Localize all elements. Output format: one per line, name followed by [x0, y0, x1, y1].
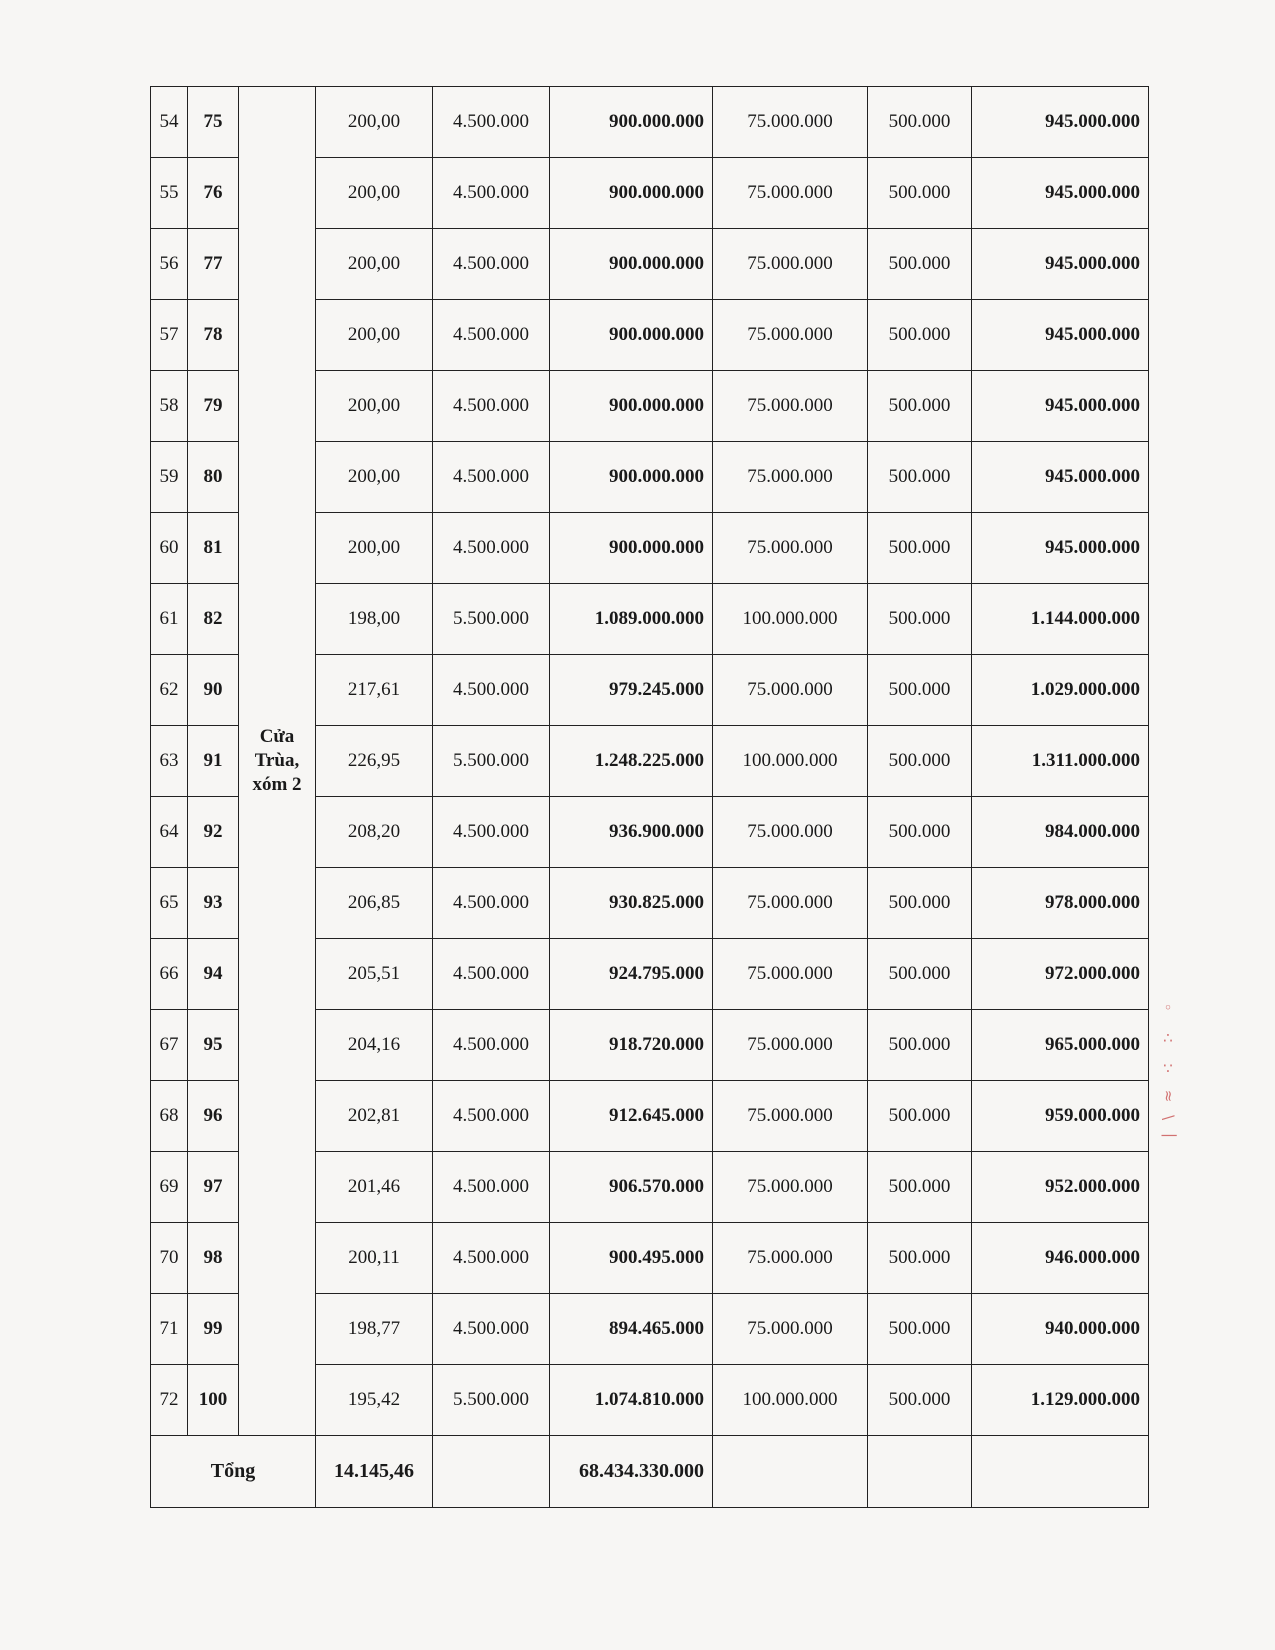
table-row: [151, 87, 1149, 158]
row-stt: 62: [151, 655, 188, 726]
total-amount: 1.029.000.000: [972, 655, 1149, 726]
lot-number: 92: [188, 797, 239, 868]
deposit-amount: 75.000.000: [713, 513, 868, 584]
unit-price: 4.500.000: [433, 1152, 550, 1223]
land-area: 205,51: [316, 939, 433, 1010]
dossier-fee: 500.000: [868, 939, 972, 1010]
land-amount: 900.495.000: [550, 1223, 713, 1294]
unit-price: 4.500.000: [433, 939, 550, 1010]
lot-number: 76: [188, 158, 239, 229]
total-amount: 945.000.000: [972, 229, 1149, 300]
total-amount: 965.000.000: [972, 1010, 1149, 1081]
land-area: 200,00: [316, 229, 433, 300]
summary-empty-deposit: [713, 1436, 868, 1508]
row-stt: 61: [151, 584, 188, 655]
unit-price: 5.500.000: [433, 584, 550, 655]
total-amount: 1.311.000.000: [972, 726, 1149, 797]
location-line: xóm 2: [252, 774, 302, 795]
deposit-amount: 75.000.000: [713, 300, 868, 371]
total-amount: 940.000.000: [972, 1294, 1149, 1365]
land-area: 208,20: [316, 797, 433, 868]
land-amount: 900.000.000: [550, 442, 713, 513]
land-area: 206,85: [316, 868, 433, 939]
unit-price: 4.500.000: [433, 87, 550, 158]
land-amount: 918.720.000: [550, 1010, 713, 1081]
land-area: 217,61: [316, 655, 433, 726]
lot-number: 95: [188, 1010, 239, 1081]
unit-price: 4.500.000: [433, 1081, 550, 1152]
lot-number: 79: [188, 371, 239, 442]
land-area: 204,16: [316, 1010, 433, 1081]
dossier-fee: 500.000: [868, 300, 972, 371]
row-stt: 55: [151, 158, 188, 229]
land-area: 198,00: [316, 584, 433, 655]
land-area: 200,00: [316, 371, 433, 442]
row-stt: 69: [151, 1152, 188, 1223]
location-cell: [239, 87, 316, 1436]
land-amount: 1.074.810.000: [550, 1365, 713, 1436]
total-amount: 952.000.000: [972, 1152, 1149, 1223]
deposit-amount: 75.000.000: [713, 1010, 868, 1081]
unit-price: 4.500.000: [433, 1010, 550, 1081]
unit-price: 4.500.000: [433, 868, 550, 939]
dossier-fee: 500.000: [868, 1152, 972, 1223]
total-amount: 959.000.000: [972, 1081, 1149, 1152]
lot-number: 94: [188, 939, 239, 1010]
land-amount: 930.825.000: [550, 868, 713, 939]
deposit-amount: 100.000.000: [713, 726, 868, 797]
row-stt: 67: [151, 1010, 188, 1081]
land-amount: 900.000.000: [550, 158, 713, 229]
location-line: Trùa,: [254, 750, 300, 771]
land-amount: 979.245.000: [550, 655, 713, 726]
row-stt: 54: [151, 87, 188, 158]
unit-price: 4.500.000: [433, 1294, 550, 1365]
total-amount: 972.000.000: [972, 939, 1149, 1010]
lot-number: 75: [188, 87, 239, 158]
total-amount: 945.000.000: [972, 300, 1149, 371]
land-amount: 900.000.000: [550, 229, 713, 300]
unit-price: 4.500.000: [433, 158, 550, 229]
dossier-fee: 500.000: [868, 1365, 972, 1436]
land-amount: 936.900.000: [550, 797, 713, 868]
row-stt: 60: [151, 513, 188, 584]
lot-number: 99: [188, 1294, 239, 1365]
total-amount: 984.000.000: [972, 797, 1149, 868]
unit-price: 4.500.000: [433, 371, 550, 442]
land-amount: 900.000.000: [550, 300, 713, 371]
dossier-fee: 500.000: [868, 797, 972, 868]
land-amount: 924.795.000: [550, 939, 713, 1010]
land-amount: 900.000.000: [550, 371, 713, 442]
land-area: 200,00: [316, 513, 433, 584]
summary-empty-total: [972, 1436, 1149, 1508]
deposit-amount: 75.000.000: [713, 1152, 868, 1223]
deposit-amount: 100.000.000: [713, 1365, 868, 1436]
deposit-amount: 75.000.000: [713, 158, 868, 229]
lot-number: 91: [188, 726, 239, 797]
row-stt: 58: [151, 371, 188, 442]
land-area: 195,42: [316, 1365, 433, 1436]
dossier-fee: 500.000: [868, 1081, 972, 1152]
land-area: 200,00: [316, 300, 433, 371]
dossier-fee: 500.000: [868, 1223, 972, 1294]
land-amount: 900.000.000: [550, 87, 713, 158]
table-body: [151, 87, 1149, 1436]
total-amount: 1.129.000.000: [972, 1365, 1149, 1436]
unit-price: 4.500.000: [433, 442, 550, 513]
total-amount: 945.000.000: [972, 87, 1149, 158]
unit-price: 5.500.000: [433, 726, 550, 797]
row-stt: 66: [151, 939, 188, 1010]
dossier-fee: 500.000: [868, 1010, 972, 1081]
deposit-amount: 100.000.000: [713, 584, 868, 655]
summary-label: Tổng: [151, 1436, 316, 1508]
lot-number: 78: [188, 300, 239, 371]
deposit-amount: 75.000.000: [713, 229, 868, 300]
land-area: 202,81: [316, 1081, 433, 1152]
dossier-fee: 500.000: [868, 442, 972, 513]
dossier-fee: 500.000: [868, 87, 972, 158]
lot-number: 77: [188, 229, 239, 300]
lot-number: 96: [188, 1081, 239, 1152]
lot-number: 90: [188, 655, 239, 726]
deposit-amount: 75.000.000: [713, 868, 868, 939]
land-area: 200,00: [316, 442, 433, 513]
dossier-fee: 500.000: [868, 726, 972, 797]
row-stt: 71: [151, 1294, 188, 1365]
land-amount: 1.089.000.000: [550, 584, 713, 655]
row-stt: 68: [151, 1081, 188, 1152]
deposit-amount: 75.000.000: [713, 797, 868, 868]
total-amount: 978.000.000: [972, 868, 1149, 939]
unit-price: 4.500.000: [433, 655, 550, 726]
total-amount: 945.000.000: [972, 158, 1149, 229]
row-stt: 65: [151, 868, 188, 939]
unit-price: 4.500.000: [433, 1223, 550, 1294]
total-amount: 1.144.000.000: [972, 584, 1149, 655]
row-stt: 63: [151, 726, 188, 797]
row-stt: 56: [151, 229, 188, 300]
total-amount: 945.000.000: [972, 371, 1149, 442]
summary-area: 14.145,46: [316, 1436, 433, 1508]
land-amount: 1.248.225.000: [550, 726, 713, 797]
dossier-fee: 500.000: [868, 584, 972, 655]
lot-number: 100: [188, 1365, 239, 1436]
unit-price: 4.500.000: [433, 797, 550, 868]
lot-number: 80: [188, 442, 239, 513]
lot-number: 97: [188, 1152, 239, 1223]
total-amount: 945.000.000: [972, 513, 1149, 584]
land-area: 198,77: [316, 1294, 433, 1365]
summary-empty-fee: [868, 1436, 972, 1508]
deposit-amount: 75.000.000: [713, 1294, 868, 1365]
lot-number: 82: [188, 584, 239, 655]
land-amount: 912.645.000: [550, 1081, 713, 1152]
deposit-amount: 75.000.000: [713, 655, 868, 726]
summary-row: [151, 1436, 1149, 1508]
deposit-amount: 75.000.000: [713, 371, 868, 442]
dossier-fee: 500.000: [868, 229, 972, 300]
deposit-amount: 75.000.000: [713, 87, 868, 158]
row-stt: 72: [151, 1365, 188, 1436]
row-stt: 57: [151, 300, 188, 371]
row-stt: 70: [151, 1223, 188, 1294]
row-stt: 64: [151, 797, 188, 868]
row-stt: 59: [151, 442, 188, 513]
land-area: 200,00: [316, 158, 433, 229]
dossier-fee: 500.000: [868, 868, 972, 939]
lot-number: 93: [188, 868, 239, 939]
unit-price: 5.500.000: [433, 1365, 550, 1436]
land-price-table: [150, 86, 1149, 1508]
dossier-fee: 500.000: [868, 158, 972, 229]
lot-number: 81: [188, 513, 239, 584]
deposit-amount: 75.000.000: [713, 939, 868, 1010]
land-amount: 894.465.000: [550, 1294, 713, 1365]
dossier-fee: 500.000: [868, 1294, 972, 1365]
total-amount: 946.000.000: [972, 1223, 1149, 1294]
land-area: 200,00: [316, 87, 433, 158]
land-amount: 906.570.000: [550, 1152, 713, 1223]
unit-price: 4.500.000: [433, 229, 550, 300]
land-area: 201,46: [316, 1152, 433, 1223]
lot-number: 98: [188, 1223, 239, 1294]
total-amount: 945.000.000: [972, 442, 1149, 513]
dossier-fee: 500.000: [868, 655, 972, 726]
dossier-fee: 500.000: [868, 513, 972, 584]
summary-empty-price: [433, 1436, 550, 1508]
land-amount: 900.000.000: [550, 513, 713, 584]
land-area: 200,11: [316, 1223, 433, 1294]
land-area: 226,95: [316, 726, 433, 797]
dossier-fee: 500.000: [868, 371, 972, 442]
deposit-amount: 75.000.000: [713, 442, 868, 513]
location-line: Cửa: [259, 726, 295, 747]
unit-price: 4.500.000: [433, 513, 550, 584]
summary-amount: 68.434.330.000: [550, 1436, 713, 1508]
unit-price: 4.500.000: [433, 300, 550, 371]
deposit-amount: 75.000.000: [713, 1081, 868, 1152]
red-stamp-mark: | \ ≈ ∴ ∵ ◦: [1159, 993, 1177, 1138]
deposit-amount: 75.000.000: [713, 1223, 868, 1294]
